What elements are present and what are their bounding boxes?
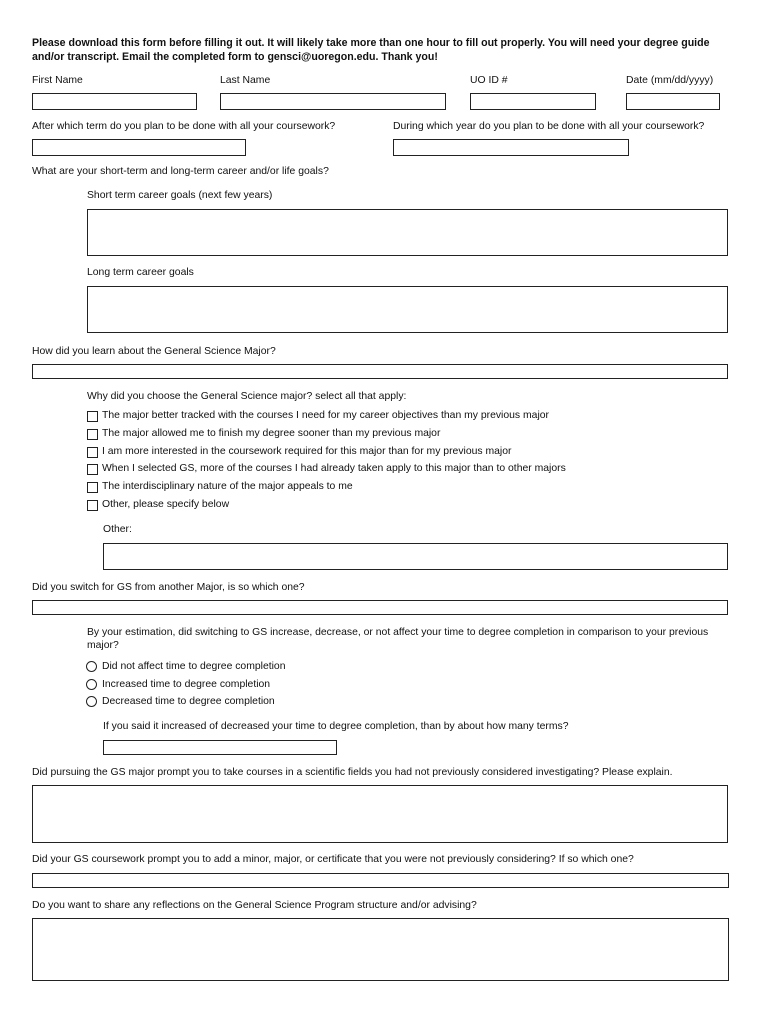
short-term-goals-label: Short term career goals (next few years) (87, 190, 273, 201)
learn-about-major-question: How did you learn about the General Science Major? (32, 346, 276, 357)
new-fields-question: Did pursuing the GS major prompt you to take courses in a scientific fields you had not previously considered investigating? Please explain. (32, 767, 673, 778)
first-name-field[interactable] (32, 93, 197, 110)
reason-option-5: The interdisciplinary nature of the major appeals to me (102, 481, 353, 492)
time-effect-radio-2[interactable] (86, 679, 97, 690)
reason-option-3: I am more interested in the coursework required for this major than for my previous major (102, 446, 512, 457)
learn-about-major-field[interactable] (32, 364, 728, 379)
reason-question: Why did you choose the General Science major? select all that apply: (87, 391, 407, 402)
short-term-goals-field[interactable] (87, 209, 728, 256)
reason-option-1: The major better tracked with the courses I need for my career objectives than my previous major (102, 410, 549, 421)
completion-year-label: During which year do you plan to be done with all your coursework? (393, 121, 705, 132)
terms-changed-question: If you said it increased of decreased your time to degree completion, than by about how many terms? (103, 721, 569, 732)
added-credential-field[interactable] (32, 873, 729, 888)
reason-checkbox-3[interactable] (87, 447, 98, 458)
added-credential-question: Did your GS coursework prompt you to add a minor, major, or certificate that you were not previously considering? If so which one? (32, 854, 634, 865)
long-term-goals-label: Long term career goals (87, 267, 194, 278)
reason-checkbox-2[interactable] (87, 429, 98, 440)
previous-major-field[interactable] (32, 600, 728, 615)
completion-year-field[interactable] (393, 139, 629, 156)
new-fields-field[interactable] (32, 785, 728, 843)
goals-question: What are your short-term and long-term career and/or life goals? (32, 166, 329, 177)
date-label: Date (mm/dd/yyyy) (626, 75, 714, 86)
last-name-field[interactable] (220, 93, 446, 110)
long-term-goals-field[interactable] (87, 286, 728, 333)
reason-option-4: When I selected GS, more of the courses I had already taken apply to this major than to other majors (102, 463, 566, 474)
reason-option-6: Other, please specify below (102, 499, 230, 510)
other-reason-label: Other: (103, 524, 132, 535)
time-effect-radio-1[interactable] (86, 661, 97, 672)
other-reason-field[interactable] (103, 543, 728, 570)
uo-id-field[interactable] (470, 93, 596, 110)
first-name-label: First Name (32, 75, 83, 86)
date-field[interactable] (626, 93, 720, 110)
time-effect-radio-3[interactable] (86, 696, 97, 707)
reflections-field[interactable] (32, 918, 729, 981)
uo-id-label: UO ID # (470, 75, 508, 86)
reason-checkbox-1[interactable] (87, 411, 98, 422)
form-instructions: Please download this form before filling it out. It will likely take more than one hour to fill out properly. You will need your degree guide and/or transcript. Email the completed form to gensci@uoregon.edu. Thank you! (32, 37, 710, 63)
time-effect-option-3: Decreased time to degree completion (102, 696, 275, 707)
completion-term-field[interactable] (32, 139, 246, 156)
previous-major-question: Did you switch for GS from another Major, is so which one? (32, 582, 305, 593)
time-effect-question: By your estimation, did switching to GS increase, decrease, or not affect your time to degree completion in comparison to your previous major? (87, 627, 709, 651)
last-name-label: Last Name (220, 75, 271, 86)
reason-checkbox-6[interactable] (87, 500, 98, 511)
reason-option-2: The major allowed me to finish my degree sooner than my previous major (102, 428, 441, 439)
reflections-question: Do you want to share any reflections on the General Science Program structure and/or advising? (32, 900, 477, 911)
time-effect-option-1: Did not affect time to degree completion (102, 661, 286, 672)
reason-checkbox-5[interactable] (87, 482, 98, 493)
completion-term-label: After which term do you plan to be done with all your coursework? (32, 121, 336, 132)
reason-checkbox-4[interactable] (87, 464, 98, 475)
terms-changed-field[interactable] (103, 740, 337, 755)
time-effect-option-2: Increased time to degree completion (102, 679, 271, 690)
